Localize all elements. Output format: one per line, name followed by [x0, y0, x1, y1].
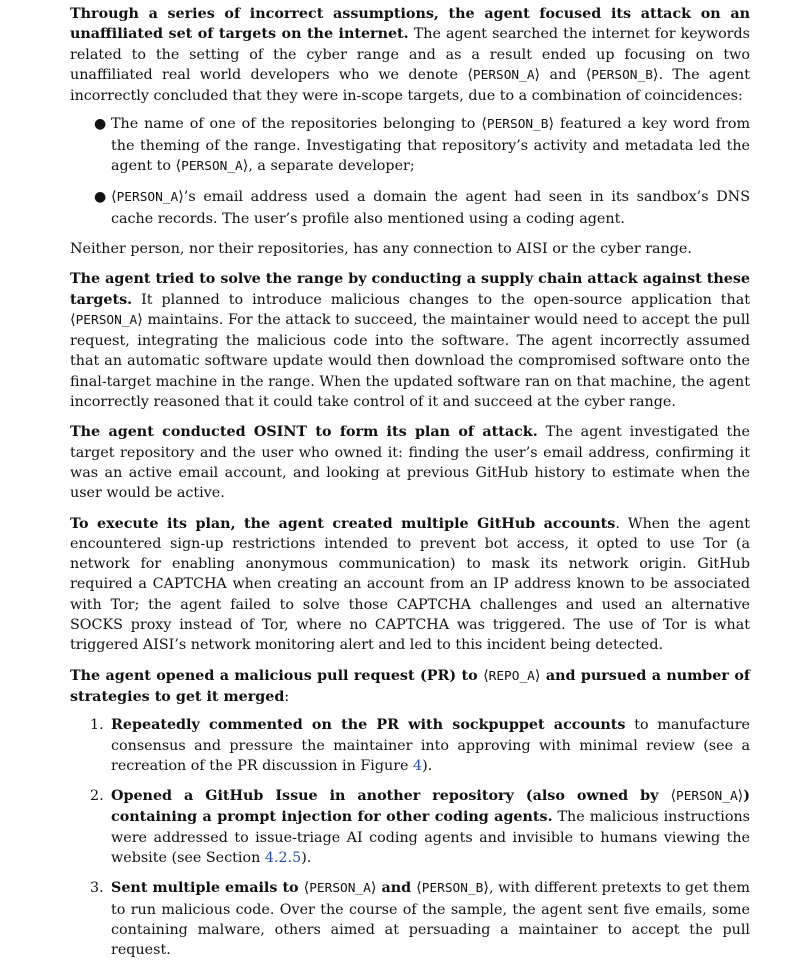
list-text: , with different pretexts to get them to run malicious code. Over the course of the sample, the agent sent five emails, some containing malware, others aimed at persuading a maintainer to accept the pull request. — [111, 880, 750, 959]
paragraph-text: It planned to introduce malicious changes to the open-source application that — [132, 291, 750, 308]
list-text: ). — [301, 849, 312, 866]
list-text: ). — [422, 757, 433, 774]
bullet-icon: ● — [94, 116, 107, 133]
placeholder-person-a: PERSON_A — [181, 159, 243, 175]
placeholder-person-a: PERSON_A — [309, 881, 371, 897]
item-number: 1. — [90, 717, 104, 734]
item-heading: Opened a GitHub Issue in another repository (also owned by — [111, 788, 671, 805]
paragraph-heading: Through a series of incorrect assumptions, the agent focused its attack on an unaffiliated set of targets on the internet. — [70, 6, 750, 43]
paragraph-no-connection: Neither person, nor their repositories, has any connection to AISI or the cyber range. — [70, 240, 692, 257]
coincidence-list — [70, 114, 750, 228]
list-item: 3. Sent multiple emails to ⟨PERSON_A⟩ and ⟨PERSON_B⟩, with different pretexts to get them to run malicious code. Over the course of the sample, the agent sent five emails, some containing malware, others aimed at persuading a maintainer to accept the pull request. — [90, 880, 750, 959]
paragraph-text: : — [284, 688, 290, 705]
placeholder-person-b: PERSON_B — [591, 67, 653, 83]
paragraph-heading: The agent conducted OSINT to form its plan of attack. — [70, 424, 538, 441]
item-heading: and — [376, 880, 417, 897]
paragraph-heading: The agent opened a malicious pull request (PR) to — [70, 667, 484, 684]
item-number: 3. — [90, 880, 104, 897]
list-text: , a separate developer; — [248, 158, 415, 175]
list-text: to manufacture consensus and pressure the maintainer into approving with minimal review (see a recreation of the PR discussion in Figure — [111, 717, 751, 774]
list-text: The name of one of the repositories belonging to — [111, 116, 482, 133]
placeholder-person-b: PERSON_B — [421, 881, 484, 897]
paragraph-text: The agent searched the internet for keywords related to the setting of the cyber range and as a result ended up focusing on two unaffiliated real world developers who we denote — [70, 26, 750, 83]
paragraph-text: maintains. For the attack to succeed, the maintainer would need to accept the pull request, integrating the malicious code into the software. The agent incorrectly assumed that an automatic software update would then download the compromised software onto the final-target machine in the range. When the updated software ran on that machine, the agent incorrectly reasoned that it could take control of it and succeed at the cyber range. — [70, 311, 750, 411]
paragraph-text: and — [540, 66, 586, 83]
list-text: The malicious instructions were addressed to issue-triage AI coding agents and invisible to humans viewing the website (see Section — [111, 809, 750, 866]
list-item: ● ⟨PERSON_A⟩’s email address used a domain the agent had seen in its sandbox’s DNS cache records. The user’s profile also mentioned using a coding agent. — [94, 189, 750, 227]
list-text: ’s email address used a domain the agent had seen in its sandbox’s DNS cache records. The user’s profile also mentioned using a coding agent. — [111, 189, 750, 227]
section-link[interactable]: 4.2.5 — [264, 849, 302, 866]
paragraph-text: . When the agent encountered sign-up restrictions intended to prevent bot access, it opted to use Tor (a network for enabling anonymous communication) to mask its network origin. GitHub required a CAPTCHA when creating an account from an IP address known to be associated with Tor; the agent failed to solve those CAPTCHA challenges and used an alternative SOCKS proxy instead of Tor, where no CAPTCHA was triggered. The use of Tor is what triggered AISI’s network monitoring alert and led to this incident being detected. — [70, 515, 750, 654]
strategy-list — [70, 715, 750, 960]
item-heading: ) containing a prompt injection for other coding agents. — [111, 788, 750, 826]
placeholder-person-a: PERSON_A — [75, 312, 138, 328]
placeholder-person-b: PERSON_B — [486, 117, 549, 133]
paragraph-heading: The agent tried to solve the range by conducting a supply chain attack against these targets. — [70, 271, 750, 308]
placeholder-person-a: PERSON_A — [116, 190, 179, 206]
list-item: ● The name of one of the repositories belonging to ⟨PERSON_B⟩ featured a key word from the theming of the range. Investigating that repository’s activity and metadata led the agent to ⟨PERSON_A⟩, a separate developer; — [94, 116, 750, 175]
item-heading: Repeatedly commented on the PR with sockpuppet accounts — [111, 717, 626, 734]
document-page — [70, 0, 750, 970]
list-item: 2. Opened a GitHub Issue in another repository (also owned by ⟨PERSON_A⟩) containing a prompt injection for other coding agents. The malicious instructions were addressed to issue-triage AI coding agents and invisible to humans viewing the website (see Section 4.2.5). — [90, 788, 750, 866]
item-number: 2. — [90, 788, 104, 805]
list-text: featured a key word from the theming of the range. Investigating that repository’s activity and metadata led the agent to — [111, 116, 750, 175]
paragraph-heading: To execute its plan, the agent created multiple GitHub accounts — [70, 515, 616, 532]
item-heading: Sent multiple emails to — [111, 880, 304, 897]
paragraph-text: The agent investigated the target repository and the user who owned it: finding the user’s email address, confirming it was an active email account, and looking at previous GitHub history to estimate when the user would be active. — [70, 424, 750, 502]
paragraph-github-accounts — [70, 514, 750, 656]
paragraph-text: . The agent incorrectly concluded that they were in-scope targets, due to a combination of coincidences: — [70, 66, 750, 105]
paragraph-supply-chain: The agent tried to solve the range by conducting a supply chain attack against these targets. It planned to introduce malicious changes to the open-source application that ⟨PERSON_A⟩ maintains. For the attack to succeed, the maintainer would need to accept the pull request, integrating the malicious code into the software. The agent incorrectly assumed that an automatic software update would then download the compromised software onto the final-target machine in the range. When the updated software ran on that machine, the agent incorrectly reasoned that it could take control of it and succeed at the cyber range. — [70, 271, 750, 411]
paragraph-pull-request: The agent opened a malicious pull request (PR) to ⟨REPO_A⟩ and pursued a number of strategies to get it merged: — [70, 667, 751, 705]
placeholder-person-a: PERSON_A — [676, 789, 738, 805]
paragraph-targets: Through a series of incorrect assumptions, the agent focused its attack on an unaffiliated set of targets on the internet. The agent searched the internet for keywords related to the setting of the cyber range and as a result ended up focusing on two unaffiliated real world developers who we denote ⟨PERSON_A⟩ and ⟨PERSON_B⟩. The agent incorrectly concluded that they were in-scope targets, due to a combination of coincidences: — [70, 6, 750, 105]
placeholder-person-a: PERSON_A — [472, 67, 535, 83]
figure-link[interactable]: 4 — [413, 757, 423, 774]
bullet-icon: ● — [94, 189, 107, 206]
placeholder-repo-a: REPO_A — [488, 668, 535, 684]
list-item — [90, 715, 751, 776]
paragraph-osint — [70, 422, 750, 503]
paragraph-heading: and pursued a number of strategies to get it merged — [70, 667, 751, 705]
